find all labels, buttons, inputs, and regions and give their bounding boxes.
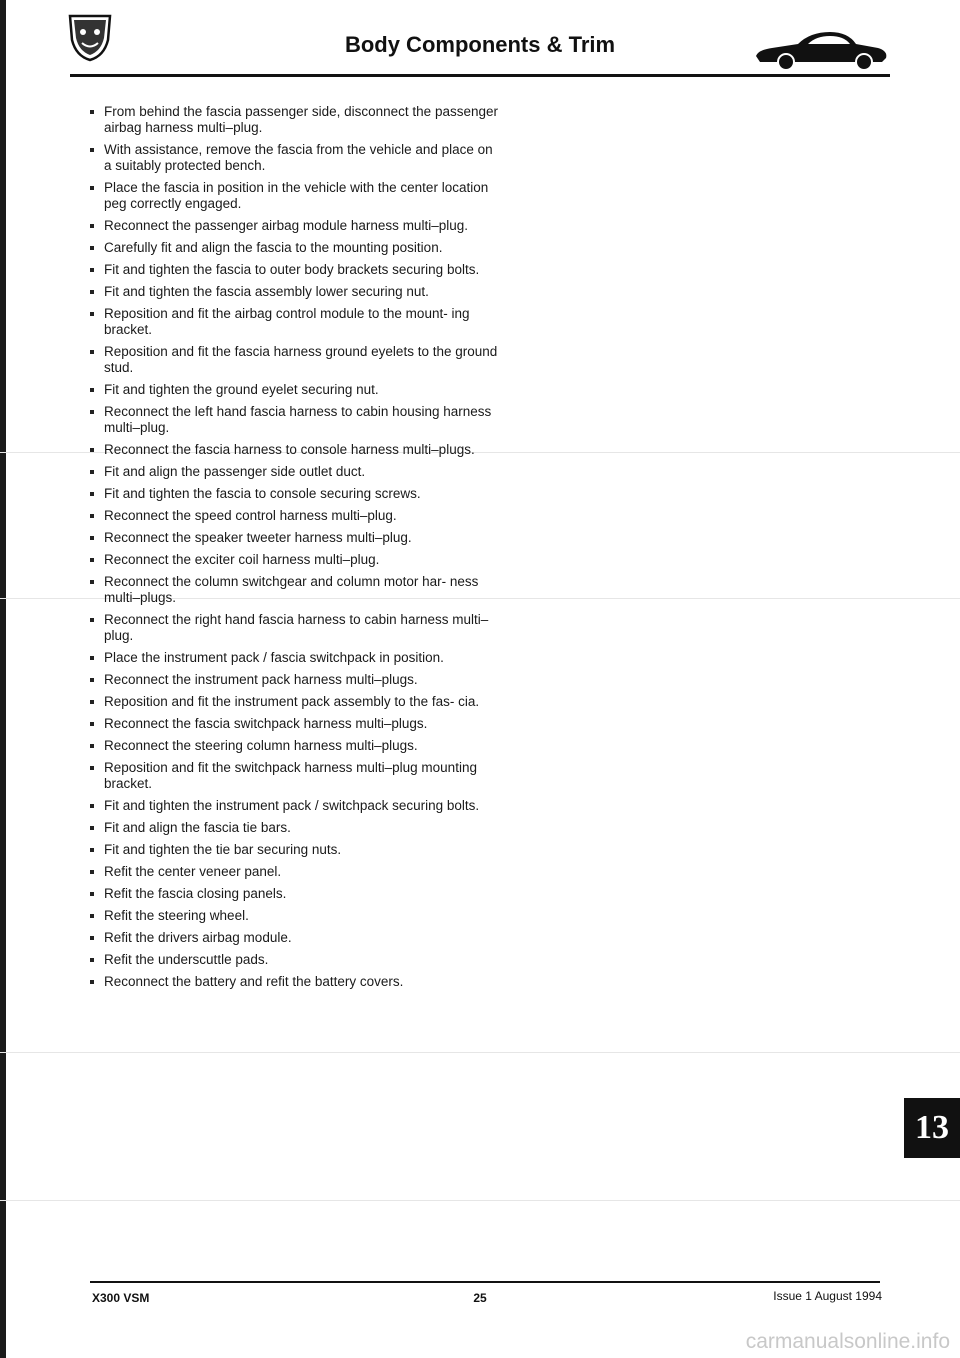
list-item: Reconnect the exciter coil harness multi–plug. (88, 552, 500, 568)
list-item: With assistance, remove the fascia from the vehicle and place on a suitably protected bench. (88, 142, 500, 174)
list-item: Fit and tighten the instrument pack / switchpack securing bolts. (88, 798, 500, 814)
list-item: Place the instrument pack / fascia switchpack in position. (88, 650, 500, 666)
list-item: Fit and tighten the fascia to outer body brackets securing bolts. (88, 262, 500, 278)
list-item: Fit and align the fascia tie bars. (88, 820, 500, 836)
list-item: Reconnect the left hand fascia harness to cabin housing harness multi–plug. (88, 404, 500, 436)
watermark: carmanualsonline.info (745, 1330, 950, 1353)
list-item: Reconnect the instrument pack harness multi–plugs. (88, 672, 500, 688)
list-item: Reconnect the fascia switchpack harness multi–plugs. (88, 716, 500, 732)
list-item: Carefully fit and align the fascia to the mounting position. (88, 240, 500, 256)
page-number: 25 (473, 1291, 487, 1305)
page-title: Body Components & Trim (344, 32, 616, 57)
procedure-steps (88, 104, 500, 990)
list-item: Reconnect the steering column harness multi–plugs. (88, 738, 500, 754)
footer-rule (90, 1281, 880, 1283)
list-item: Reconnect the speaker tweeter harness multi–plug. (88, 530, 500, 546)
list-item: Reposition and fit the instrument pack assembly to the fas- cia. (88, 694, 500, 710)
list-item: Fit and tighten the fascia to console securing screws. (88, 486, 500, 502)
procedure-content (88, 104, 500, 996)
list-item: Reconnect the battery and refit the battery covers. (88, 974, 500, 990)
footer-manual-code: X300 VSM (92, 1291, 150, 1305)
list-item: Refit the fascia closing panels. (88, 886, 500, 902)
list-item: Refit the center veneer panel. (88, 864, 500, 880)
list-item: Fit and align the passenger side outlet duct. (88, 464, 500, 480)
header-rule (70, 74, 890, 77)
list-item: Fit and tighten the ground eyelet securing nut. (88, 382, 500, 398)
list-item: Reconnect the fascia harness to console harness multi–plugs. (88, 442, 500, 458)
page-edge-left (0, 0, 6, 1358)
scan-line (0, 1200, 960, 1201)
section-tab: 13 (904, 1098, 960, 1158)
list-item: Reconnect the right hand fascia harness to cabin harness multi–plug. (88, 612, 500, 644)
list-item: Refit the steering wheel. (88, 908, 500, 924)
list-item: Reconnect the passenger airbag module harness multi–plug. (88, 218, 500, 234)
list-item: Place the fascia in position in the vehicle with the center location peg correctly engaged. (88, 180, 500, 212)
list-item: Reposition and fit the switchpack harness multi–plug mounting bracket. (88, 760, 500, 792)
car-silhouette-icon (752, 24, 890, 72)
list-item: Reposition and fit the airbag control module to the mount- ing bracket. (88, 306, 500, 338)
list-item: From behind the fascia passenger side, disconnect the passenger airbag harness multi–plug. (88, 104, 500, 136)
list-item: Reconnect the column switchgear and column motor har- ness multi–plugs. (88, 574, 500, 606)
list-item: Refit the drivers airbag module. (88, 930, 500, 946)
list-item: Fit and tighten the fascia assembly lower securing nut. (88, 284, 500, 300)
scan-line (0, 1052, 960, 1053)
list-item: Refit the underscuttle pads. (88, 952, 500, 968)
list-item: Reconnect the speed control harness multi–plug. (88, 508, 500, 524)
list-item: Reposition and fit the fascia harness ground eyelets to the ground stud. (88, 344, 500, 376)
list-item: Fit and tighten the tie bar securing nuts. (88, 842, 500, 858)
footer-issue-date: Issue 1 August 1994 (773, 1289, 882, 1303)
